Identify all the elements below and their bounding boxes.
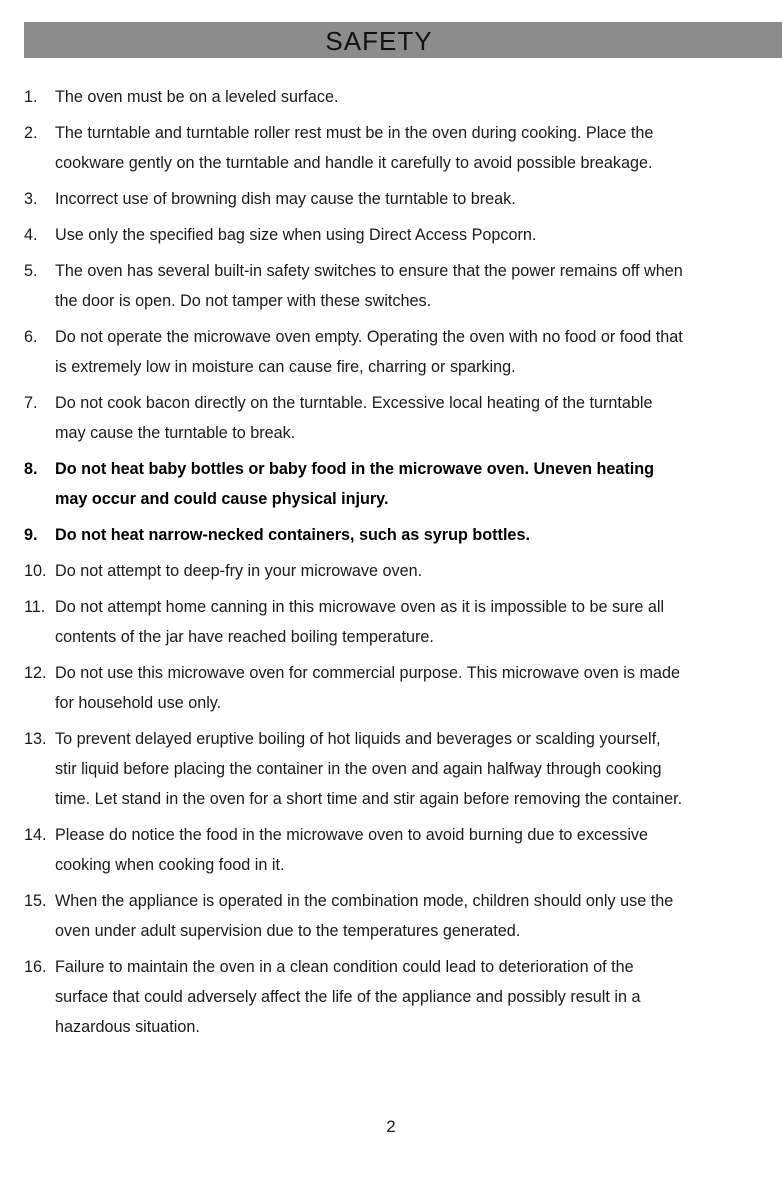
- safety-item-text-line: surface that could adversely affect the life of the appliance and possibly result in a: [55, 988, 641, 1006]
- safety-item-number: 1.: [24, 88, 38, 106]
- safety-item: [24, 952, 782, 1042]
- safety-item-text-line: is extremely low in moisture can cause fire, charring or sparking.: [55, 358, 516, 376]
- safety-item-text-line: cookware gently on the turntable and handle it carefully to avoid possible breakage.: [55, 154, 653, 172]
- safety-item: [24, 658, 782, 718]
- section-header-bar: [24, 22, 782, 58]
- safety-item-number: 15.: [24, 892, 47, 910]
- safety-item-number: 8.: [24, 460, 38, 478]
- safety-item-text-line: contents of the jar have reached boiling temperature.: [55, 628, 434, 646]
- safety-item-text-line: Failure to maintain the oven in a clean condition could lead to deterioration of the: [55, 958, 634, 976]
- safety-item-number: 11.: [24, 598, 46, 616]
- safety-item: [24, 82, 782, 112]
- safety-item-text-line: Please do notice the food in the microwave oven to avoid burning due to excessive: [55, 826, 649, 844]
- safety-item-text-line: may cause the turntable to break.: [55, 424, 296, 442]
- safety-item: [24, 256, 782, 316]
- page-number: 2: [386, 1117, 396, 1136]
- safety-item-text-line: Do not cook bacon directly on the turntable. Excessive local heating of the turntable: [55, 394, 653, 412]
- safety-item-number: 2.: [24, 124, 38, 142]
- safety-item: [24, 820, 782, 880]
- safety-item-number: 4.: [24, 226, 38, 244]
- safety-item: [24, 556, 782, 586]
- safety-item-text-line: When the appliance is operated in the combination mode, children should only use the: [55, 892, 674, 910]
- safety-item: [24, 184, 782, 214]
- safety-item-number: 9.: [24, 526, 38, 544]
- safety-item-number: 5.: [24, 262, 38, 280]
- safety-item: [24, 886, 782, 946]
- safety-item-text-line: Do not heat baby bottles or baby food in the microwave oven. Uneven heating: [55, 460, 655, 478]
- safety-item: [24, 118, 782, 178]
- safety-item-text-line: The oven must be on a leveled surface.: [55, 88, 339, 106]
- safety-item: [24, 724, 782, 814]
- safety-item-text-line: Use only the specified bag size when using Direct Access Popcorn.: [55, 226, 537, 244]
- safety-item: [24, 454, 782, 514]
- safety-item-text-line: The turntable and turntable roller rest must be in the oven during cooking. Place the: [55, 124, 654, 142]
- safety-item-number: 3.: [24, 190, 38, 208]
- safety-item-text-line: Do not operate the microwave oven empty. Operating the oven with no food or food that: [55, 328, 683, 346]
- safety-item-number: 12.: [24, 664, 47, 682]
- safety-item-number: 6.: [24, 328, 38, 346]
- safety-item-text-line: Do not attempt home canning in this microwave oven as it is impossible to be sure all: [55, 598, 665, 616]
- safety-item-text-line: may occur and could cause physical injury.: [55, 490, 389, 508]
- safety-item-text-line: The oven has several built-in safety switches to ensure that the power remains off when: [55, 262, 683, 280]
- safety-item-number: 13.: [24, 730, 47, 748]
- safety-item-number: 7.: [24, 394, 38, 412]
- safety-item: [24, 322, 782, 382]
- safety-list: [24, 82, 782, 1048]
- safety-item-number: 16.: [24, 958, 47, 976]
- safety-item-number: 14.: [24, 826, 47, 844]
- safety-item-text-line: Incorrect use of browning dish may cause the turntable to break.: [55, 190, 516, 208]
- safety-item-text-line: oven under adult supervision due to the temperatures generated.: [55, 922, 521, 940]
- safety-item: [24, 220, 782, 250]
- safety-item: [24, 520, 782, 550]
- safety-item-text-line: for household use only.: [55, 694, 222, 712]
- safety-item-text-line: cooking when cooking food in it.: [55, 856, 285, 874]
- safety-item-text-line: Do not use this microwave oven for commercial purpose. This microwave oven is made: [55, 664, 680, 682]
- safety-item: [24, 592, 782, 652]
- safety-item-text-line: hazardous situation.: [55, 1018, 200, 1036]
- safety-item-text-line: the door is open. Do not tamper with these switches.: [55, 292, 432, 310]
- safety-item-text-line: stir liquid before placing the container in the oven and again halfway through cooking: [55, 760, 662, 778]
- safety-item-text-line: Do not heat narrow-necked containers, such as syrup bottles.: [55, 526, 530, 544]
- section-title: SAFETY: [325, 26, 433, 56]
- safety-item-text-line: To prevent delayed eruptive boiling of hot liquids and beverages or scalding yourself,: [55, 730, 661, 748]
- safety-item-text-line: time. Let stand in the oven for a short time and stir again before removing the container.: [55, 790, 683, 808]
- safety-item-text-line: Do not attempt to deep-fry in your microwave oven.: [55, 562, 423, 580]
- safety-item-number: 10.: [24, 562, 47, 580]
- safety-item: [24, 388, 782, 448]
